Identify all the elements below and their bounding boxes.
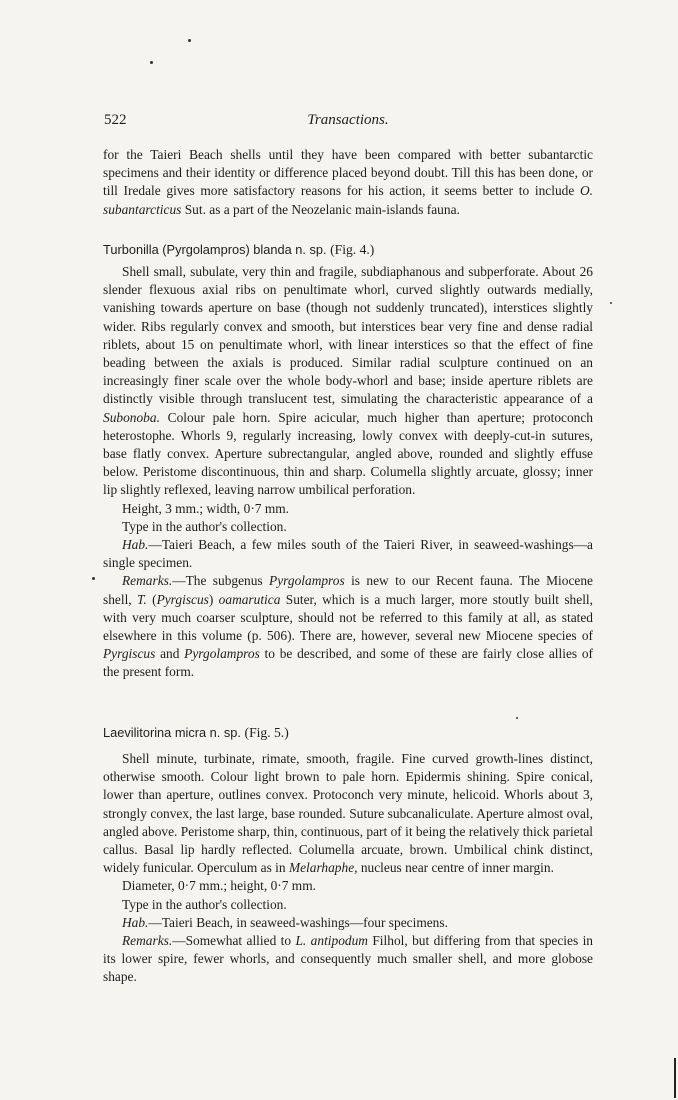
running-title: Transactions. (307, 112, 389, 128)
description-paragraph: Shell small, subulate, very thin and fragile, subdiaphanous and subperforate. About 26 slender flexuous axial ribs on penultimate whorl, curved slightly outwards medially, vanishing towards aperture on base (though not suddenly truncated), interstices slightly wider. Ribs regularly convex and smooth, but interstices bear very fine and dense radial riblets, about 15 on penultimate whorl, with linear interstices so that the effect of fine beading between the axials is produced. Similar radial sculpture continued on an increasingly finer scale over the whole body-whorl and base; inside aperture riblets are distinctly visible through translucent test, simulating the characteristic appearance of a Subonoba. Colour pale horn. Spire acicular, much higher than aperture; protoconch heterostophe. Whorls 9, regularly increasing, lowly convex with deeply-cut-in sutures, base flatly convex. Aperture subrectangular, angled above, rounded and slightly effuse below. Peristome discontinuous, thin and sharp. Columella slightly arcuate, glossy; inner lip slightly reflexed, leaving narrow umbilical perforation. (103, 264, 593, 498)
measurements: Diameter, 0·7 mm.; height, 0·7 mm. (122, 878, 316, 894)
remarks-paragraph: Remarks.—The subgenus Pyrgolampros is new to our Recent fauna. The Miocene shell, T. (Pyrgiscus) oamarutica Suter, which is a much larger, more stoutly built shell, with very much coarser sculpture, should not be referred to this family at all, as stated elsewhere in this volume (p. 506). There are, however, several new Miocene species of Pyrgiscus and Pyrgolampros to be described, and some of these are fairly close allies of the present form. (103, 573, 593, 680)
page-body (103, 146, 593, 987)
intro-paragraph: for the Taieri Beach shells until they have been compared with better subantarctic specimens and their identity or difference placed beyond doubt. Till this has been done, or till Iredale gives more satisfactory reasons for his action, it seems better to include O. subantarcticus Sut. as a part of the Neozelanic main-islands fauna. (103, 147, 593, 217)
page-speck (188, 39, 191, 42)
genus-ref: Subonoba. (103, 409, 160, 425)
type-note: Type in the author's collection. (122, 518, 287, 534)
page-header (104, 112, 592, 132)
page-speck (610, 302, 612, 304)
habitat-paragraph: Hab.—Taieri Beach, in seaweed-washings—four specimens. (122, 914, 448, 930)
type-note: Type in the author's collection. (122, 896, 287, 912)
figure-ref: (Fig. 5.) (244, 724, 289, 740)
habitat-paragraph: Hab.—Taieri Beach, a few miles south of the Taieri River, in seaweed-washings—a single specimen. (103, 537, 593, 571)
remarks-paragraph: Remarks.—Somewhat allied to L. antipodum Filhol, but differing from that species in its lower spire, fewer whorls, and consequently much smaller shell, and more globose shape. (103, 932, 593, 985)
species-ref: O. subantarcticus (103, 183, 593, 217)
genus-ref: Melarhaphe, (288, 860, 358, 876)
page-speck (92, 577, 95, 580)
page-speck (150, 61, 153, 64)
measurements: Height, 3 mm.; width, 0·7 mm. (122, 500, 290, 516)
description-paragraph: Shell minute, turbinate, rimate, smooth, fragile. Fine curved growth-lines distinct, otherwise smooth. Colour light brown to pale horn. Epidermis shining. Spire conical, lower than aperture, outlines convex. Protoconch very minute, helicoid. Whorls about 3, strongly convex, the last large, base rounded. Suture subcanaliculate. Aperture almost oval, angled above. Peristome sharp, thin, continuous, part of it being the relatively thick parietal callus. Basal lip hardly reflected. Columella arcuate, brown. Umbilical chink distinct, widely funicular. Operculum as in Melarhaphe, nucleus near centre of inner margin. (103, 750, 593, 876)
page-number: 522 (104, 112, 127, 128)
species-heading-laevilitorina: Laevilitorina micra n. sp. (Fig. 5.) (103, 724, 289, 740)
species-heading-turbonilla: Turbonilla (Pyrgolampros) blanda n. sp. (Fig. 4.) (103, 241, 375, 257)
figure-ref: (Fig. 4.) (330, 241, 375, 257)
scan-edge-mark (674, 1058, 676, 1098)
